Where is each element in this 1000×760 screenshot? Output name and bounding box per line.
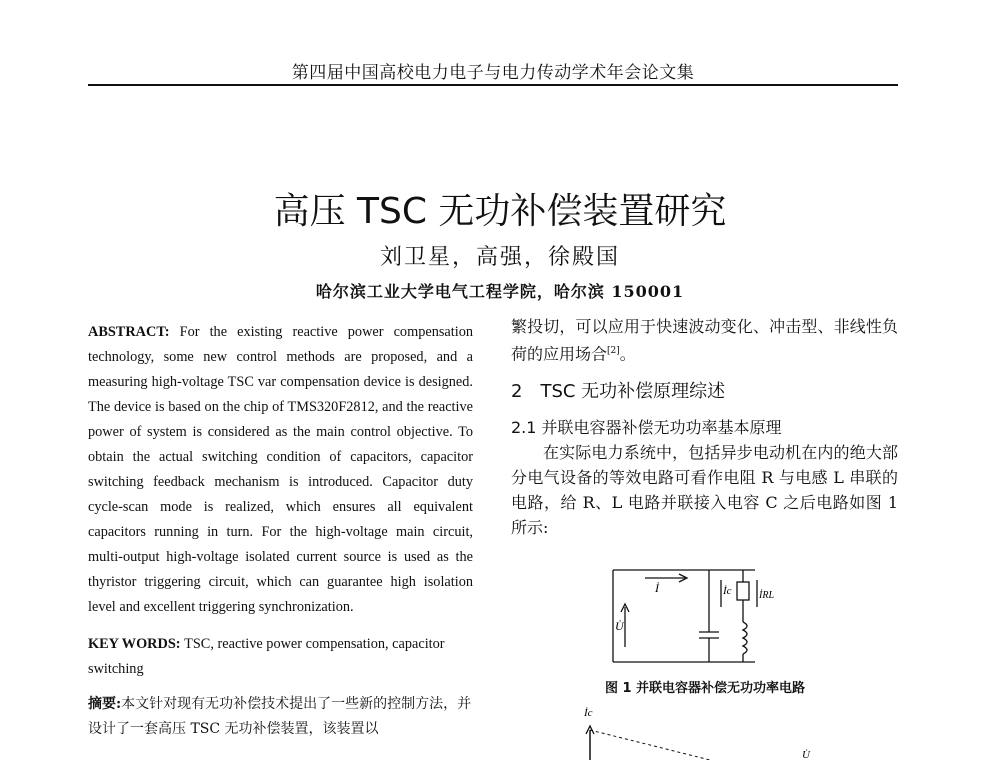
abstract-text: For the existing reactive power compensation technology, some new control methods are proposed, and a measuring high-voltage TSC var compensation device is designed. The device is based on the chip of TMS320F2812, and the reactive power of system is considered as the main control objective. To obtain the actual switching condition of capacitors, capacitor switching feedback mechanism is introduced. Capacitor duty cycle-scan mode is realized, which ensures all equivalent capacitors running in turn. For the high-voltage main circuit, multi-output high-voltage isolated current source is used as the thyristor triggering circuit, which can guarantee high isolation level and excellent triggering synchronization. <box>88 324 473 615</box>
body-paragraph: 在实际电力系统中，包括异步电动机在内的绝大部分电气设备的等效电路可看作电阻 R 与电感 L 串联的电路，给 R、L 电路并联接入电容 C 之后电路如图 1 所示: <box>511 443 898 538</box>
abstract-en <box>88 320 473 620</box>
phasor-diagram <box>570 700 900 760</box>
continuation-text: 繁投切，可以应用于快速波动变化、冲击型、非线性负荷的应用场合 <box>511 317 898 364</box>
citation-ref: [2] <box>607 346 620 356</box>
paper-authors: 刘卫星，高强，徐殿国 <box>379 245 620 270</box>
paper-affiliation: 哈尔滨工业大学电气工程学院，哈尔滨 150001 <box>315 282 685 301</box>
phasor-label-ic: İc <box>584 707 593 719</box>
label-ic: İc <box>723 585 732 597</box>
running-header: 第四届中国高校电力电子与电力传动学术年会论文集 <box>291 63 695 83</box>
phasor-label-u: U̇ <box>802 749 810 760</box>
abstract-label: ABSTRACT: <box>88 324 170 340</box>
section-title: 2 TSC 无功补偿原理综述 <box>511 381 726 403</box>
paper-title: 高压 TSC 无功补偿装置研究 <box>273 191 727 232</box>
continuation-paragraph <box>511 314 898 366</box>
label-u: U̇ <box>615 619 624 633</box>
label-i: İ <box>655 581 659 595</box>
abstract-cn-label: 摘要: <box>88 696 122 712</box>
abstract-cn <box>88 692 473 742</box>
label-irl: İRL <box>759 590 774 601</box>
keywords-label: KEY WORDS: <box>88 636 181 652</box>
subsection-title: 2.1 并联电容器补偿无功功率基本原理 <box>511 418 782 438</box>
header-rule <box>88 84 898 86</box>
keywords <box>88 632 473 682</box>
keywords-text: TSC, reactive power compensation, capacitor switching <box>88 636 445 677</box>
resistor <box>737 582 749 600</box>
abstract-cn-text: 本文针对现有无功补偿技术提出了一些新的控制方法，并设计了一套高压 TSC 无功补偿装置，该装置以 <box>88 696 472 737</box>
right-column <box>511 314 898 540</box>
continuation-end: 。 <box>619 344 636 364</box>
figure-1-caption: 图 1 并联电容器补偿无功功率电路 <box>604 681 806 696</box>
dashed-projection <box>590 730 710 760</box>
inductor <box>743 622 747 654</box>
circuit-diagram <box>605 562 805 672</box>
